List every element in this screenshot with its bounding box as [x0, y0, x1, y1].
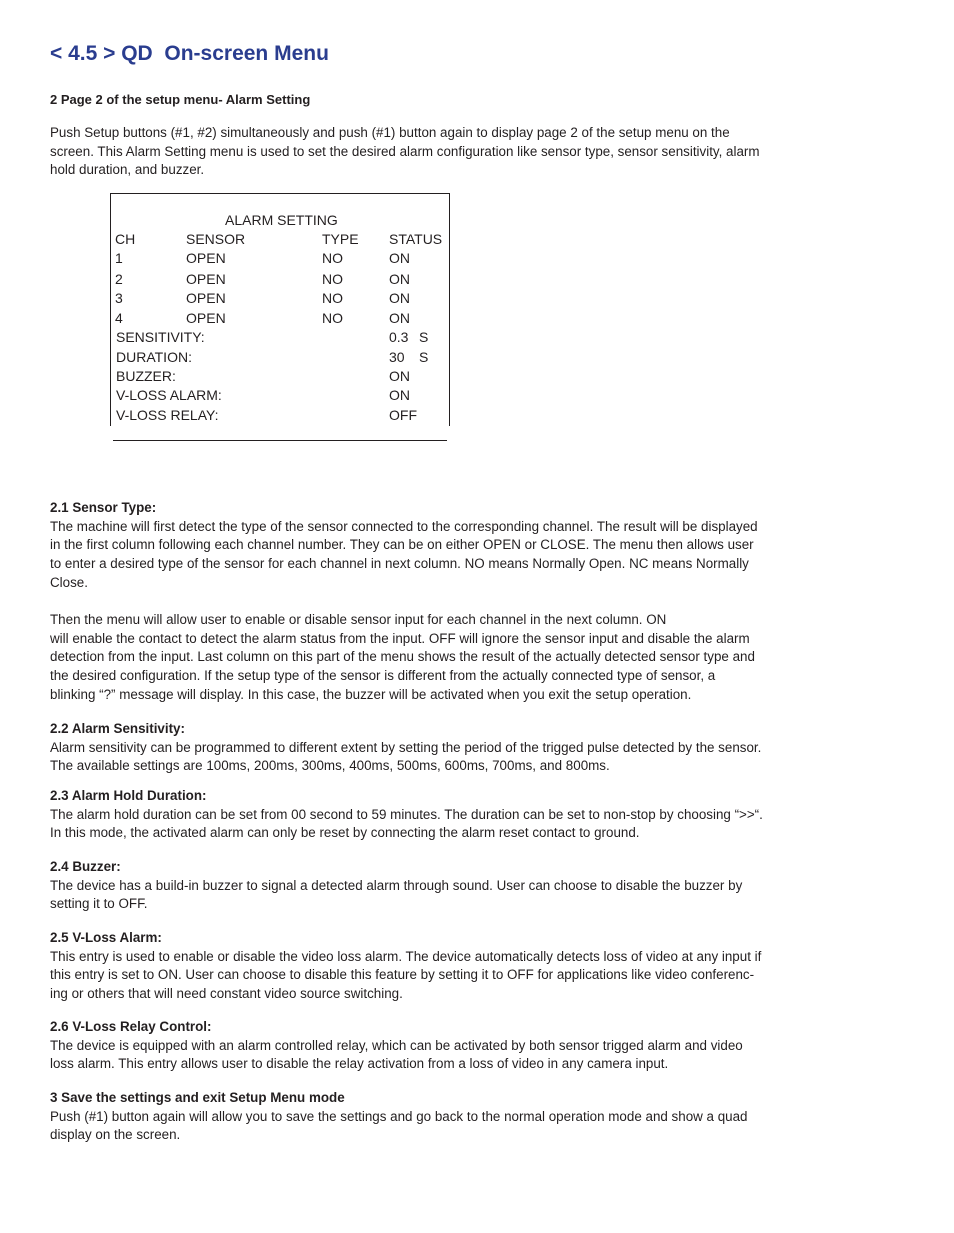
setting-label-sensitivity: SENSITIVITY: [116, 329, 205, 345]
section-2-4 [50, 858, 742, 914]
paragraph-line: Push (#1) button again will allow you to save the settings and go back to the normal operation mode and show a quad [50, 1108, 748, 1124]
column-header-status: STATUS [389, 231, 443, 247]
type-value: NO [322, 290, 343, 306]
setting-value-duration: 30 [389, 349, 405, 365]
setting-label-duration: DURATION: [116, 349, 192, 365]
setting-value-buzzer: ON [389, 368, 410, 384]
section-2-1-heading: 2.1 Sensor Type: [50, 500, 157, 515]
section-2-intro [50, 124, 760, 180]
paragraph-line: In this mode, the activated alarm can only be reset by connecting the alarm reset contact to ground. [50, 825, 640, 841]
paragraph-line: screen. This Alarm Setting menu is used to set the desired alarm configuration like sensor type, sensor sensitivity, alarm [50, 143, 760, 159]
sensor-value: OPEN [186, 290, 226, 306]
paragraph-line: the desired configuration. If the setup type of the sensor is different from the actually connected type of sensor, a [50, 668, 716, 684]
channel-number: 2 [115, 271, 123, 287]
setting-label-vloss-relay: V-LOSS RELAY: [116, 407, 219, 423]
page-title: < 4.5 > QD On-screen Menu [50, 42, 329, 65]
paragraph-line: The alarm hold duration can be set from 00 second to 59 minutes. The duration can be set to non-stop by choosing “>>“. [50, 806, 763, 822]
section-2-heading: 2 Page 2 of the setup menu- Alarm Setting [50, 92, 311, 107]
paragraph-line: loss alarm. This entry allows user to disable the relay activation from a loss of video in any camera input. [50, 1056, 669, 1072]
paragraph-line: The device has a build-in buzzer to signal a detected alarm through sound. User can choose to disable the buzzer by [50, 877, 743, 893]
status-value: ON [389, 290, 410, 306]
section-2-6 [50, 1018, 743, 1074]
paragraph-line: will enable the contact to detect the alarm status from the input. OFF will ignore the sensor input and disable the alarm [50, 630, 750, 646]
column-header-ch: CH [115, 231, 136, 247]
status-value: ON [389, 271, 410, 287]
paragraph-line: The device is equipped with an alarm controlled relay, which can be activated by both sensor trigged alarm and video [50, 1037, 743, 1053]
column-header-sensor: SENSOR [186, 231, 246, 247]
paragraph-line: Then the menu will allow user to enable or disable sensor input for each channel in the next column. ON [50, 612, 667, 627]
paragraph-line: display on the screen. [50, 1127, 181, 1143]
paragraph-line: Alarm sensitivity can be programmed to different extent by setting the period of the trigged pulse detected by the sensor. [50, 739, 762, 755]
menu-title: ALARM SETTING [225, 212, 338, 228]
section-2-6-heading: 2.6 V-Loss Relay Control: [50, 1019, 212, 1034]
paragraph-line: This entry is used to enable or disable the video loss alarm. The device automatically detects loss of video at any input if [50, 948, 762, 964]
sensor-value: OPEN [186, 310, 226, 326]
paragraph-line: The available settings are 100ms, 200ms, 300ms, 400ms, 500ms, 600ms, 700ms, and 800ms. [50, 758, 610, 774]
section-2-3-heading: 2.3 Alarm Hold Duration: [50, 788, 207, 803]
channel-number: 1 [115, 250, 123, 266]
paragraph-line: setting it to OFF. [50, 896, 148, 912]
setting-value-vloss-alarm: ON [389, 387, 410, 403]
setting-value-sensitivity: 0.3 [389, 329, 409, 345]
setting-unit-sensitivity: S [419, 329, 429, 345]
status-value: ON [389, 250, 410, 266]
setting-label-buzzer: BUZZER: [116, 368, 176, 384]
alarm-setting-menu [110, 193, 450, 441]
section-3-heading: 3 Save the settings and exit Setup Menu mode [50, 1090, 345, 1105]
paragraph-line: this entry is set to ON. User can choose to disable this feature by setting it to OFF for applications like video conferenc- [50, 967, 755, 983]
sensor-value: OPEN [186, 271, 226, 287]
channel-number: 4 [115, 310, 123, 326]
section-2-5 [50, 929, 761, 1004]
paragraph-line: ing or others that will need constant video source switching. [50, 986, 403, 1002]
section-2-5-heading: 2.5 V-Loss Alarm: [50, 930, 162, 945]
paragraph-line: hold duration, and buzzer. [50, 162, 205, 178]
type-value: NO [322, 310, 343, 326]
type-value: NO [322, 250, 343, 266]
paragraph-line: Close. [50, 574, 88, 590]
setting-unit-duration: S [419, 349, 429, 365]
channel-number: 3 [115, 290, 123, 306]
paragraph-line: in the first column following each channel number. They can be on either OPEN or CLOSE. The menu then allows user [50, 537, 754, 553]
paragraph-line: to enter a desired type of the sensor for each channel in next column. NO means Normally Open. NC means Normally [50, 556, 749, 572]
sensor-value: OPEN [186, 250, 226, 266]
type-value: NO [322, 271, 343, 287]
status-value: ON [389, 310, 410, 326]
paragraph-line: detection from the input. Last column on this part of the menu shows the result of the actually detected sensor type and [50, 649, 755, 665]
section-2-4-heading: 2.4 Buzzer: [50, 859, 121, 874]
section-2-2 [50, 720, 761, 776]
section-2-3 [50, 787, 763, 843]
paragraph-line: Push Setup buttons (#1, #2) simultaneously and push (#1) button again to display page 2 of the setup menu on the [50, 125, 730, 140]
setting-label-vloss-alarm: V-LOSS ALARM: [116, 387, 222, 403]
column-header-type: TYPE [322, 231, 359, 247]
paragraph-line: The machine will first detect the type of the sensor connected to the corresponding channel. The result will be displayed [50, 518, 758, 534]
setting-value-vloss-relay: OFF [389, 407, 417, 423]
section-2-2-heading: 2.2 Alarm Sensitivity: [50, 721, 185, 736]
section-2-1 [50, 499, 758, 593]
section-2-1-continued [50, 611, 755, 705]
paragraph-line: blinking “?” message will display. In this case, the buzzer will be activated when you exit the setup operation. [50, 686, 692, 702]
section-3 [50, 1089, 748, 1145]
